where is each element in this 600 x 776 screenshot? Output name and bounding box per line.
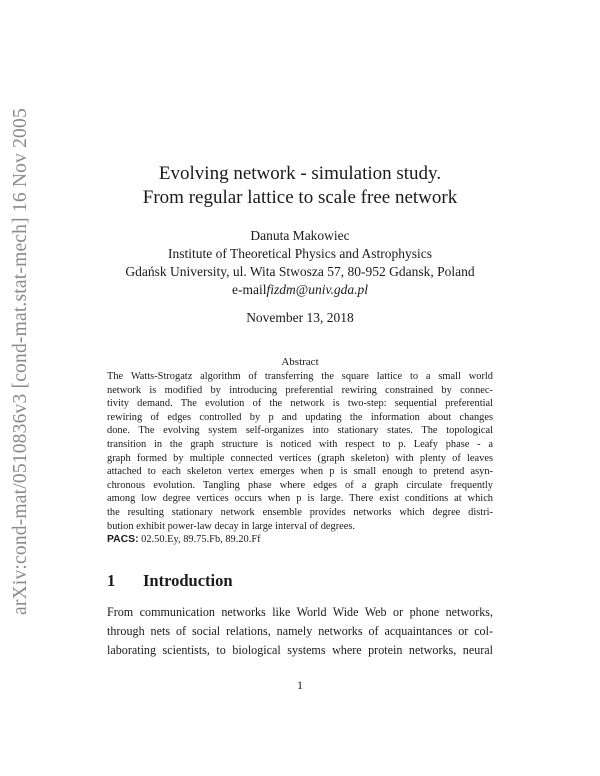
arxiv-identifier[interactable]: arXiv:cond-mat/0510836v3 [cond-mat.stat-mech] 16 Nov 2005 (10, 108, 31, 615)
abstract-body (107, 370, 493, 547)
email-prefix: e-mail (232, 282, 267, 297)
abstract-line: graph formed by multiple connected vertices (graph skeleton) with plenty of leaves (107, 452, 493, 464)
page-number: 1 (297, 678, 303, 692)
pacs-label: PACS: (107, 534, 139, 546)
title-line-2: From regular lattice to scale free network (142, 187, 458, 208)
section-heading (107, 571, 233, 591)
abstract-line: rewiring of edges controlled by p and updating the information about changes (107, 411, 493, 423)
intro-line: laborating scientists, to biological systems where protein networks, neural (107, 643, 493, 658)
abstract-line: transition in the graph structure is noticed with respect to p. Leafy phase - a (107, 438, 493, 450)
author-email (0, 281, 600, 299)
author-affiliation-2: Gdańsk University, ul. Wita Stwosza 57, 80-952 Gdansk, Poland (125, 264, 475, 279)
author-affiliation-1: Institute of Theoretical Physics and Astrophysics (167, 246, 433, 261)
abstract-line: chronous evolution. Tangling phase where edges of a graph circulate frequently (107, 479, 493, 491)
abstract-heading: Abstract (281, 356, 319, 368)
intro-body (107, 603, 493, 661)
abstract-line: bution exhibit power-law decay in large interval of degrees. (107, 520, 356, 532)
abstract-line: among low degree vertices occurs when p is large. There exist conditions at which (107, 493, 493, 505)
abstract-line: the resulting stationary network ensemble provides networks which degree distri- (107, 506, 493, 518)
section-title: Introduction (143, 571, 233, 590)
abstract-line: done. The evolving system self-organizes into stationary states. The topological (107, 425, 493, 437)
author-name: Danuta Makowiec (250, 228, 350, 243)
abstract-line: network is modified by introducing preferential rewiring constrained by connec- (107, 384, 493, 396)
intro-line: through nets of social relations, namely networks of acquaintances or col- (107, 624, 493, 639)
abstract-line: attached to each skeleton vertex emerges when p is small enough to pretend asyn- (107, 466, 493, 478)
paper-date: November 13, 2018 (246, 310, 354, 325)
abstract-line: tivity demand. The evolution of the network is two-step: sequential preferential (107, 398, 493, 410)
paper-title (0, 162, 600, 210)
author-block (0, 227, 600, 299)
email-address[interactable]: fizdm@univ.gda.pl (266, 282, 368, 297)
section-number: 1 (107, 571, 116, 590)
title-line-1: Evolving network - simulation study. (158, 163, 442, 184)
intro-line: From communication networks like World Wide Web or phone networks, (107, 605, 493, 619)
abstract-line: The Watts-Strogatz algorithm of transferring the square lattice to a small world (107, 371, 493, 382)
pacs-value: 02.50.Ey, 89.75.Fb, 89.20.Ff (138, 534, 261, 546)
pacs-line (107, 533, 493, 547)
